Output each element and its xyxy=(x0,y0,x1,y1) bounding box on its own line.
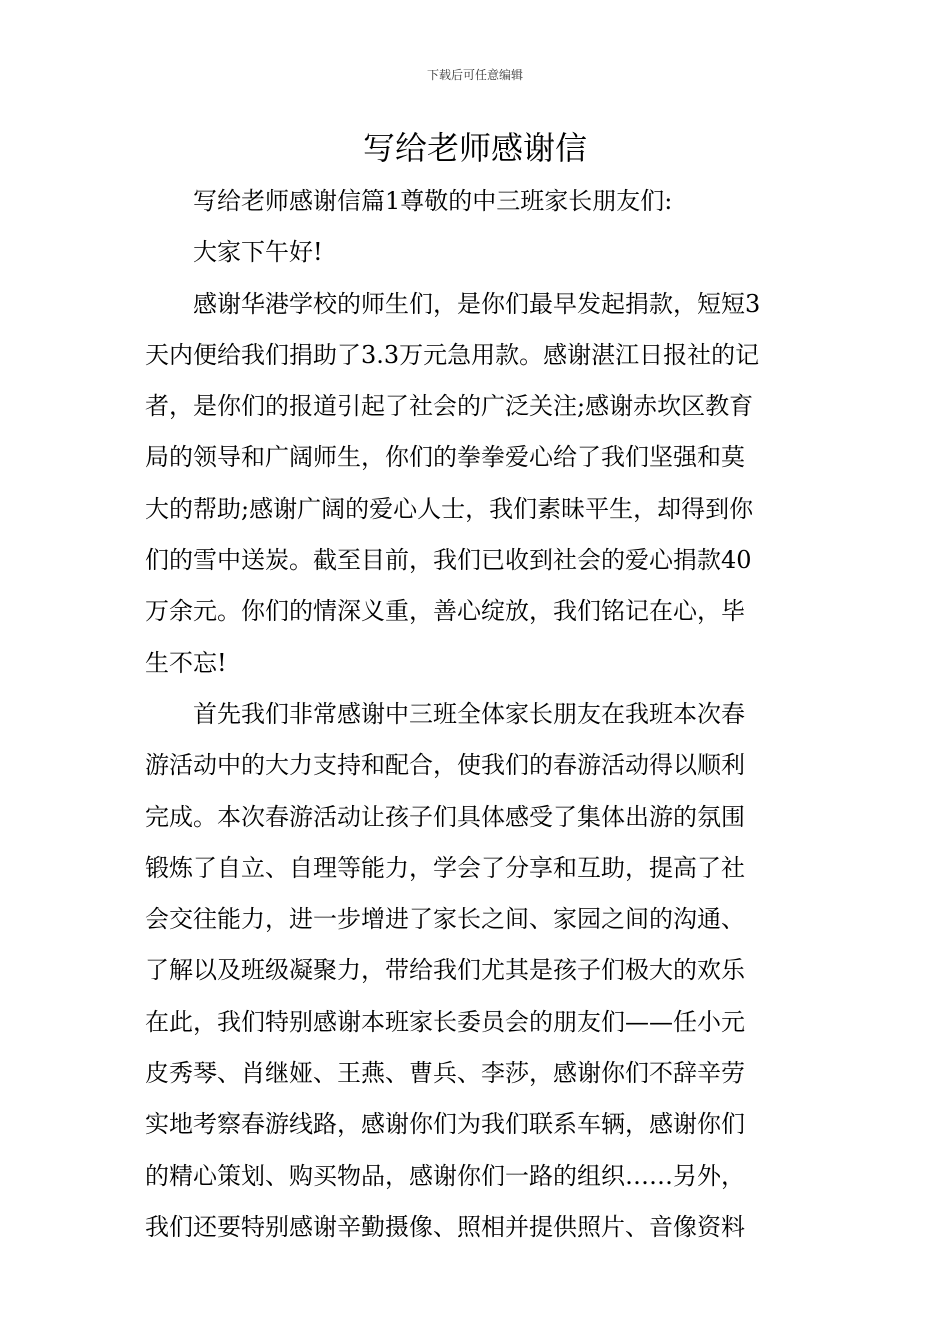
text-line: 首先我们非常感谢中三班全体家长朋友在我班本次春 xyxy=(193,699,745,728)
text-line: 的精心策划、购买物品，感谢你们一路的组织……另外， xyxy=(145,1161,745,1190)
text-line: 实地考察春游线路，感谢你们为我们联系车辆，感谢你们 xyxy=(145,1110,745,1139)
text-line: 生不忘! xyxy=(145,648,227,677)
text-line: 大家下午好! xyxy=(193,238,323,267)
text-line: 游活动中的大力支持和配合，使我们的春游活动得以顺利 xyxy=(145,751,745,780)
paragraph-thanks-donations xyxy=(145,279,810,689)
text-line: 会交往能力，进一步增进了家长之间、家园之间的沟通、 xyxy=(145,905,745,934)
paragraph-thanks-spring-outing xyxy=(145,689,810,1253)
text-line: 局的领导和广阔师生，你们的拳拳爱心给了我们坚强和莫 xyxy=(145,443,745,472)
text-line: 完成。本次春游活动让孩子们具体感受了集体出游的氛围 xyxy=(145,802,745,831)
text-line: 者，是你们的报道引起了社会的广泛关注;感谢赤坎区教育 xyxy=(145,392,754,421)
text-line: 们的雪中送炭。截至目前，我们已收到社会的爱心捐款40 xyxy=(145,546,752,575)
text-line: 感谢华港学校的师生们，是你们最早发起捐款，短短3 xyxy=(193,289,761,318)
text-line: 在此，我们特别感谢本班家长委员会的朋友们——任小元 xyxy=(145,1007,745,1036)
text-line: 锻炼了自立、自理等能力，学会了分享和互助，提高了社 xyxy=(145,853,745,882)
document-body xyxy=(145,176,810,1253)
text-line: 天内便给我们捐助了3.3万元急用款。感谢湛江日报社的记 xyxy=(145,340,760,369)
header-note: 下载后可任意编辑 xyxy=(426,68,523,82)
text-line: 皮秀琴、肖继娅、王燕、曹兵、李莎，感谢你们不辞辛劳 xyxy=(145,1059,745,1088)
paragraph-salutation xyxy=(145,227,810,278)
text-line: 了解以及班级凝聚力，带给我们尤其是孩子们极大的欢乐 xyxy=(145,956,745,985)
text-line: 写给老师感谢信篇1尊敬的中三班家长朋友们: xyxy=(193,187,673,215)
document-title: 写给老师感谢信 xyxy=(362,129,587,167)
text-line: 大的帮助;感谢广阔的爱心人士，我们素昧平生，却得到你 xyxy=(145,494,754,523)
text-line: 万余元。你们的情深义重，善心绽放，我们铭记在心，毕 xyxy=(145,597,745,626)
text-line: 我们还要特别感谢辛勤摄像、照相并提供照片、音像资料 xyxy=(145,1212,745,1241)
paragraph-greeting-heading xyxy=(145,176,810,227)
